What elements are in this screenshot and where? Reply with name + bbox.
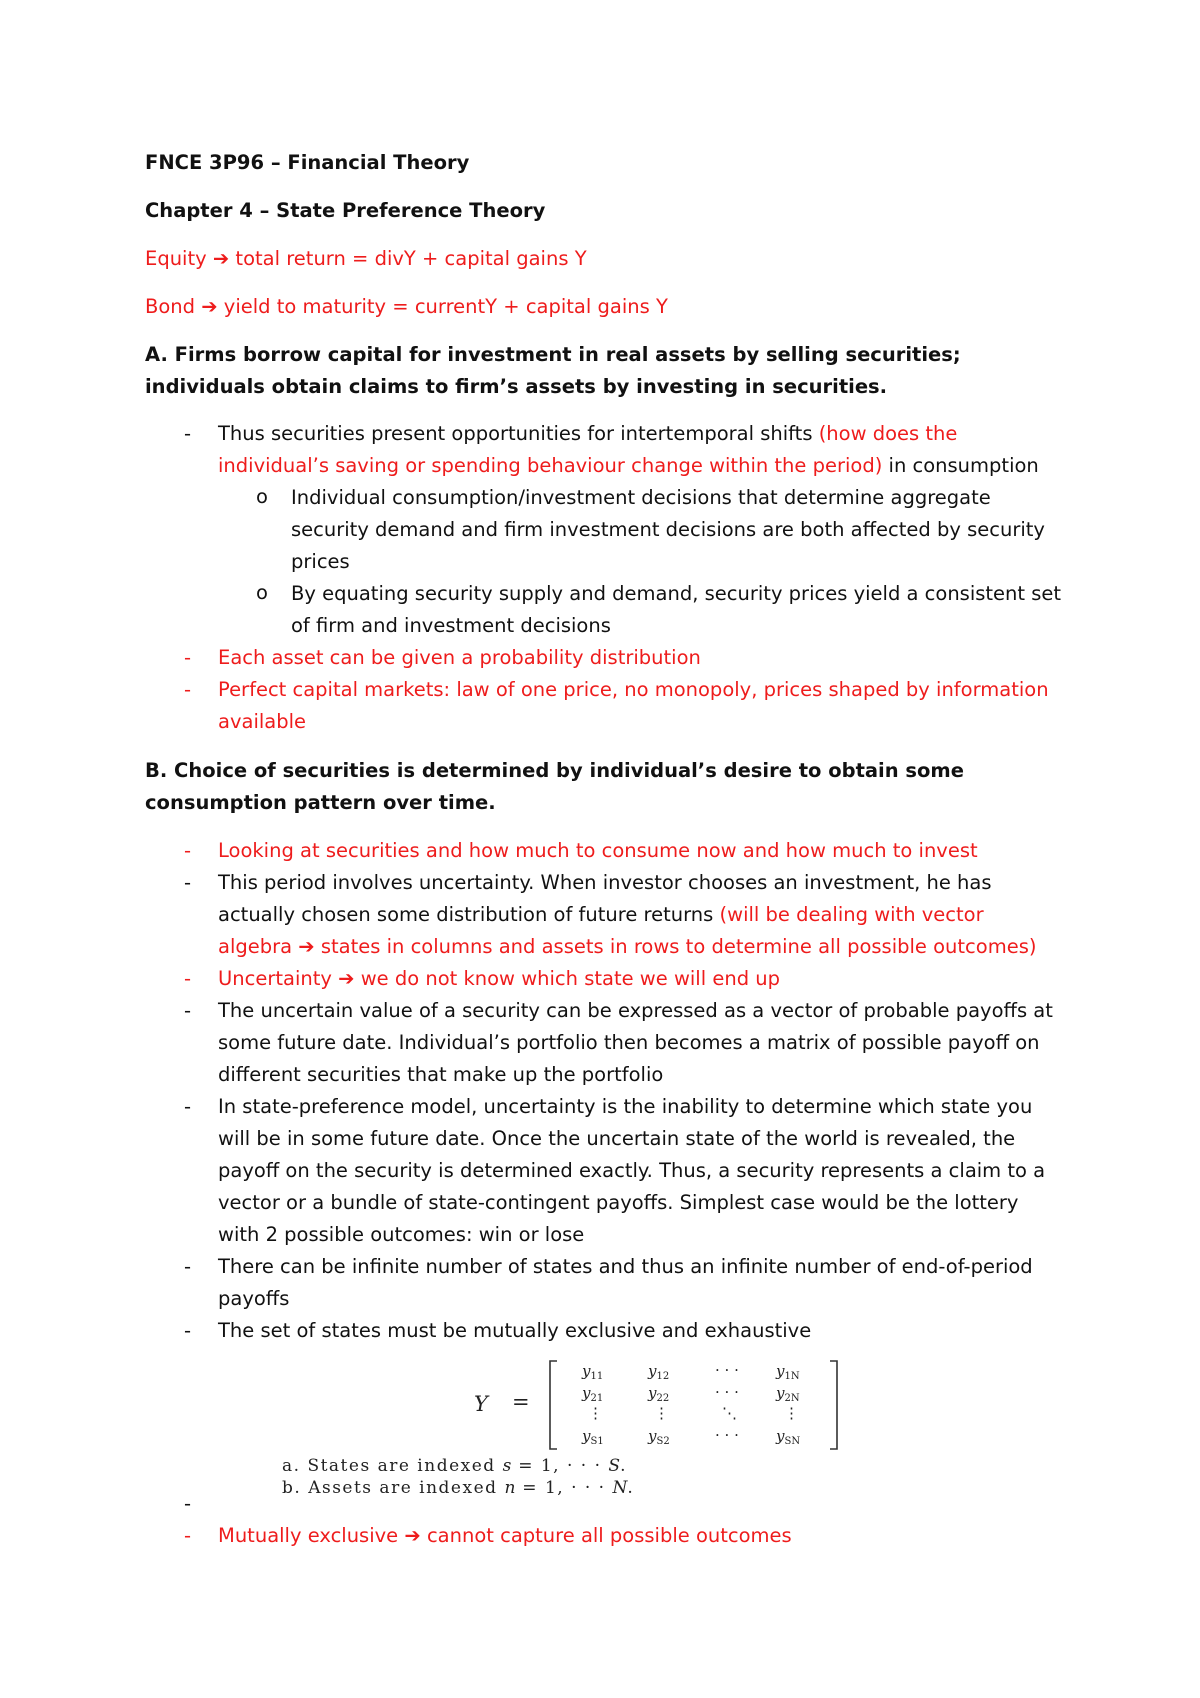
matrix-equals: = xyxy=(512,1390,530,1414)
matrix-note-states: a. States are indexed s = 1, · · · S. xyxy=(282,1456,627,1476)
right-arrow-icon: ➔ xyxy=(212,247,230,270)
list-item: - The set of states must be mutually exclusive and exhaustive xyxy=(0,1315,1063,1347)
section-a-heading: A. Firms borrow capital for investment in real assets by selling securities; individuals obtain claims to firm’s assets by investing in securities. xyxy=(145,343,961,398)
matrix-dots: · · · xyxy=(715,1361,739,1379)
right-arrow-icon: ➔ xyxy=(338,967,355,990)
payoff-matrix xyxy=(470,1358,850,1452)
matrix-note-assets: b. Assets are indexed n = 1, · · · N. xyxy=(282,1478,635,1498)
list-item: - The uncertain value of a security can be expressed as a vector of probable payoffs at some future date. Individual’s portfolio then becomes a matrix of possible payoff on different securities that make up the portfolio xyxy=(0,995,1063,1091)
course-title: FNCE 3P96 – Financial Theory xyxy=(145,151,470,174)
bond-formula xyxy=(145,291,668,323)
matrix-dots: · · · xyxy=(715,1426,739,1444)
section-b-list xyxy=(0,835,1063,1347)
right-arrow-icon: ➔ xyxy=(404,1524,421,1547)
equity-text: total return = divY + capital gains Y xyxy=(235,247,587,270)
matrix-lhs: Y xyxy=(474,1392,488,1416)
sub-list-item: o Individual consumption/investment decisions that determine aggregate security demand and firm investment decisions are both affected by security prices xyxy=(218,482,1062,578)
list-item: - There can be infinite number of states and thus an infinite number of end-of-period payoffs xyxy=(0,1251,1063,1315)
list-item: - xyxy=(184,1524,192,1547)
list-item: - Looking at securities and how much to consume now and how much to invest xyxy=(0,835,1063,867)
right-arrow-icon: ➔ xyxy=(201,295,218,318)
section-b-heading: B. Choice of securities is determined by individual’s desire to obtain some consumption pattern over time. xyxy=(145,759,964,814)
list-item: - Perfect capital markets: law of one price, no monopoly, prices shaped by information available xyxy=(0,674,1063,738)
matrix-cell: $y_{2N}$ xyxy=(776,1384,800,1404)
list-item: - This period involves uncertainty. When investor chooses an investment, he has actually chosen some distribution of future returns (will be dealing with vector algebra ➔ states in columns and assets in rows to determine all possible outcomes) xyxy=(0,867,1063,963)
matrix-cell: $y_{12}$ xyxy=(648,1362,670,1382)
list-item: - Each asset can be given a probability distribution xyxy=(0,642,1063,674)
sub-list-item: o By equating security supply and demand, security prices yield a consistent set of firm and investment decisions xyxy=(218,578,1062,642)
matrix-cell: $y_{S2}$ xyxy=(648,1427,670,1447)
right-arrow-icon: ➔ xyxy=(298,935,315,958)
matrix-cell: $y_{1N}$ xyxy=(776,1362,800,1382)
empty-dash-bullet: - xyxy=(184,1492,192,1515)
matrix-cell: $y_{21}$ xyxy=(582,1384,604,1404)
mutually-exclusive-note: Mutually exclusive ➔ cannot capture all possible outcomes xyxy=(218,1524,792,1547)
list-item: - Uncertainty ➔ we do not know which state we will end up xyxy=(0,963,1063,995)
equity-label: Equity xyxy=(145,247,207,270)
sub-list xyxy=(218,482,1063,642)
matrix-dots: ⋮ xyxy=(588,1404,603,1422)
bond-label: Bond xyxy=(145,295,196,318)
matrix-cell: $y_{S1}$ xyxy=(582,1427,604,1447)
bond-text: yield to maturity = currentY + capital gains Y xyxy=(223,295,668,318)
chapter-title: Chapter 4 – State Preference Theory xyxy=(145,199,546,222)
matrix-cell: $y_{SN}$ xyxy=(776,1427,801,1447)
equity-formula xyxy=(145,243,587,275)
list-item: - Thus securities present opportunities for intertemporal shifts (how does the individual’s saving or spending behaviour change within the period) in consumption o Individual consumption/investment decisions that determine aggregate security demand and firm investment decisions are both affected by security prices o By equating security supply and demand, security prices yield a consistent set of firm and investment decisions xyxy=(0,418,1063,642)
matrix-dots: ⋮ xyxy=(784,1404,799,1422)
matrix-cell: $y_{22}$ xyxy=(648,1384,670,1404)
matrix-cell: $y_{11}$ xyxy=(582,1362,604,1382)
matrix-dots: · · · xyxy=(715,1383,739,1401)
section-a-list xyxy=(0,418,1063,738)
matrix-dots: ⋱ xyxy=(722,1404,737,1422)
matrix-dots: ⋮ xyxy=(654,1404,669,1422)
list-item: - In state-preference model, uncertainty is the inability to determine which state you will be in some future date. Once the uncertain state of the world is revealed, the payoff on the security is determined exactly. Thus, a security represents a claim to a vector or a bundle of state-contingent payoffs. Simplest case would be the lottery with 2 possible outcomes: win or lose xyxy=(0,1091,1063,1251)
